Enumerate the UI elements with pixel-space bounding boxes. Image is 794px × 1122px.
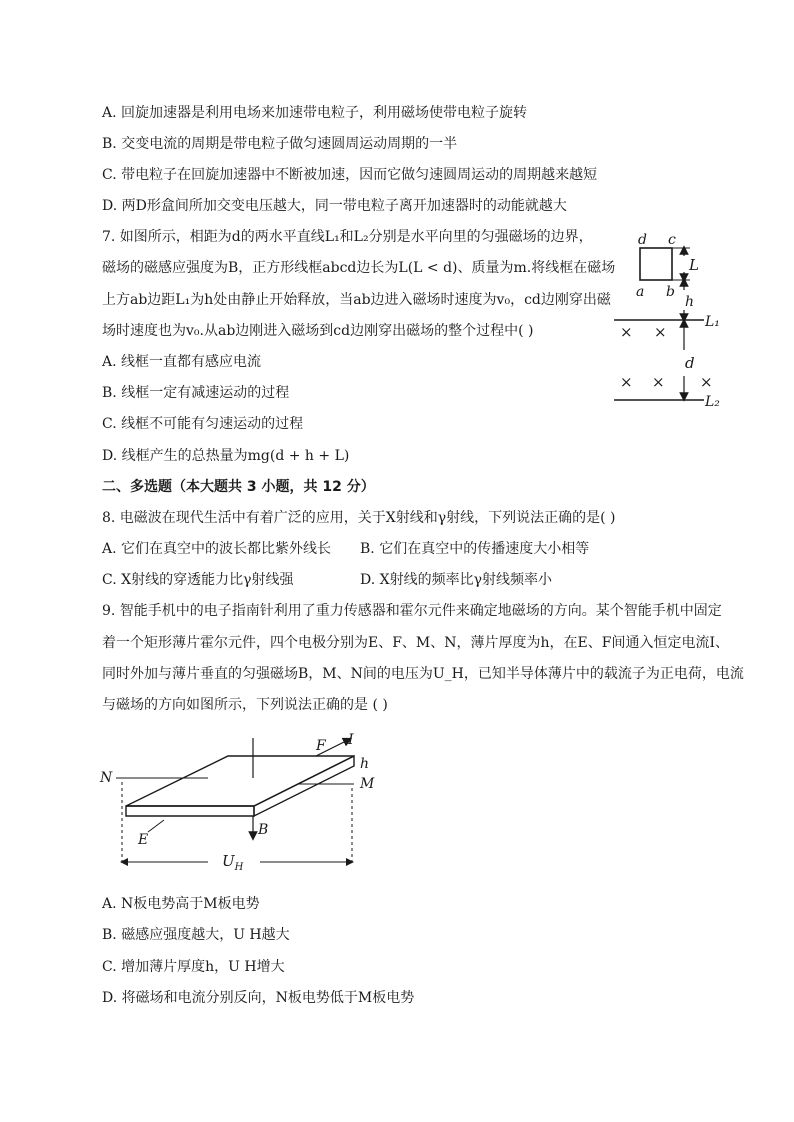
hall-plate-top [126,756,354,806]
label-L1: L₁ [705,314,720,330]
field-cross: × [652,373,665,391]
q9-option-a: A. N板电势高于M板电势 [102,896,260,912]
q7-option-a: A. 线框一直都有感应电流 [102,354,262,370]
q8-option-d: D. X射线的频率比γ射线频率小 [360,572,552,588]
q8-stem: 8. 电磁波在现代生活中有着广泛的应用，关于X射线和γ射线，下列说法正确的是( ) [102,510,616,526]
q7-figure-svg [612,230,730,410]
field-cross: × [654,323,667,341]
field-cross: × [700,373,713,391]
q7-option-b: B. 线框一定有减速运动的过程 [102,385,290,401]
q8-option-c: C. X射线的穿透能力比γ射线强 [102,572,294,588]
q9-option-b: B. 磁感应强度越大，U H越大 [102,927,290,943]
label-h: h [685,294,695,310]
hall-plate-side [254,756,354,816]
label-L2: L₂ [705,394,720,410]
field-cross: × [620,373,633,391]
q9-stem-line-3: 同时外加与薄片垂直的匀强磁场B，M、N间的电压为U_H，已知半导体薄片中的载流子为正电荷，电流 [102,666,744,682]
q7-stem-line-4: 场时速度也为v₀.从ab边刚进入磁场到cd边刚穿出磁场的整个过程中( ) [102,323,534,339]
q8-option-b: B. 它们在真空中的传播速度大小相等 [360,541,590,557]
label-M: M [360,776,375,792]
q6-option-b: B. 交变电流的周期是带电粒子做匀速圆周运动周期的一半 [102,136,458,152]
field-cross: × [620,323,633,341]
q9-option-c: C. 增加薄片厚度h，U H增大 [102,959,285,975]
q9-option-d: D. 将磁场和电流分别反向，N板电势低于M板电势 [102,990,415,1006]
q7-stem-line-2: 磁场的磁感应强度为B，正方形线框abcd边长为L(L < d)、质量为m.将线框在磁场 [102,260,616,276]
q7-option-c: C. 线框不可能有匀速运动的过程 [102,416,304,432]
square-frame [640,248,672,280]
q9-stem-line-2: 着一个矩形薄片霍尔元件，四个电极分别为E、F、M、N，薄片厚度为h，在E、F间通入恒定电流I、 [102,635,729,651]
lead-e [148,820,164,832]
label-b: b [666,284,675,300]
q6-option-d: D. 两D形盒间所加交变电压越大，同一带电粒子离开加速器时的动能就越大 [102,198,567,214]
hall-plate-front [126,806,254,816]
q6-option-a: A. 回旋加速器是利用电场来加速带电粒子，利用磁场使带电粒子旋转 [102,105,528,121]
label-B: B [258,822,269,838]
q6-option-c: C. 带电粒子在回旋加速器中不断被加速，因而它做匀速圆周运动的周期越来越短 [102,167,598,183]
section-heading: 二、多选题（本大题共 3 小题，共 12 分） [102,479,375,495]
label-F: F [316,738,326,754]
q7-stem-line-3: 上方ab边距L₁为h处由静止开始释放，当ab边进入磁场时速度为v₀，cd边刚穿出磁 [102,292,611,308]
q9-stem-line-1: 9. 智能手机中的电子指南针利用了重力传感器和霍尔元件来确定地磁场的方向。某个智能手机中固定 [102,603,722,619]
q9-stem-line-4: 与磁场的方向如图所示，下列说法正确的是 ( ) [102,697,388,713]
label-UH: $U_H$ [222,852,244,873]
label-d2: d [685,354,695,372]
q8-option-a: A. 它们在真空中的波长都比紫外线长 [102,541,332,557]
q9-figure [98,728,388,876]
q9-figure-svg [98,728,388,876]
label-I: I [348,732,354,748]
q7-stem-line-1: 7. 如图所示，相距为d的两水平直线L₁和L₂分别是水平向里的匀强磁场的边界， [102,229,593,245]
label-E: E [138,832,149,848]
label-c: c [668,232,676,248]
label-a: a [636,284,645,300]
q7-option-d: D. 线框产生的总热量为mg(d + h + L) [102,448,350,464]
label-d: d [638,232,647,248]
label-h: h [360,756,370,772]
label-L: L [689,256,699,274]
label-N: N [100,770,113,786]
q7-figure [612,230,730,410]
